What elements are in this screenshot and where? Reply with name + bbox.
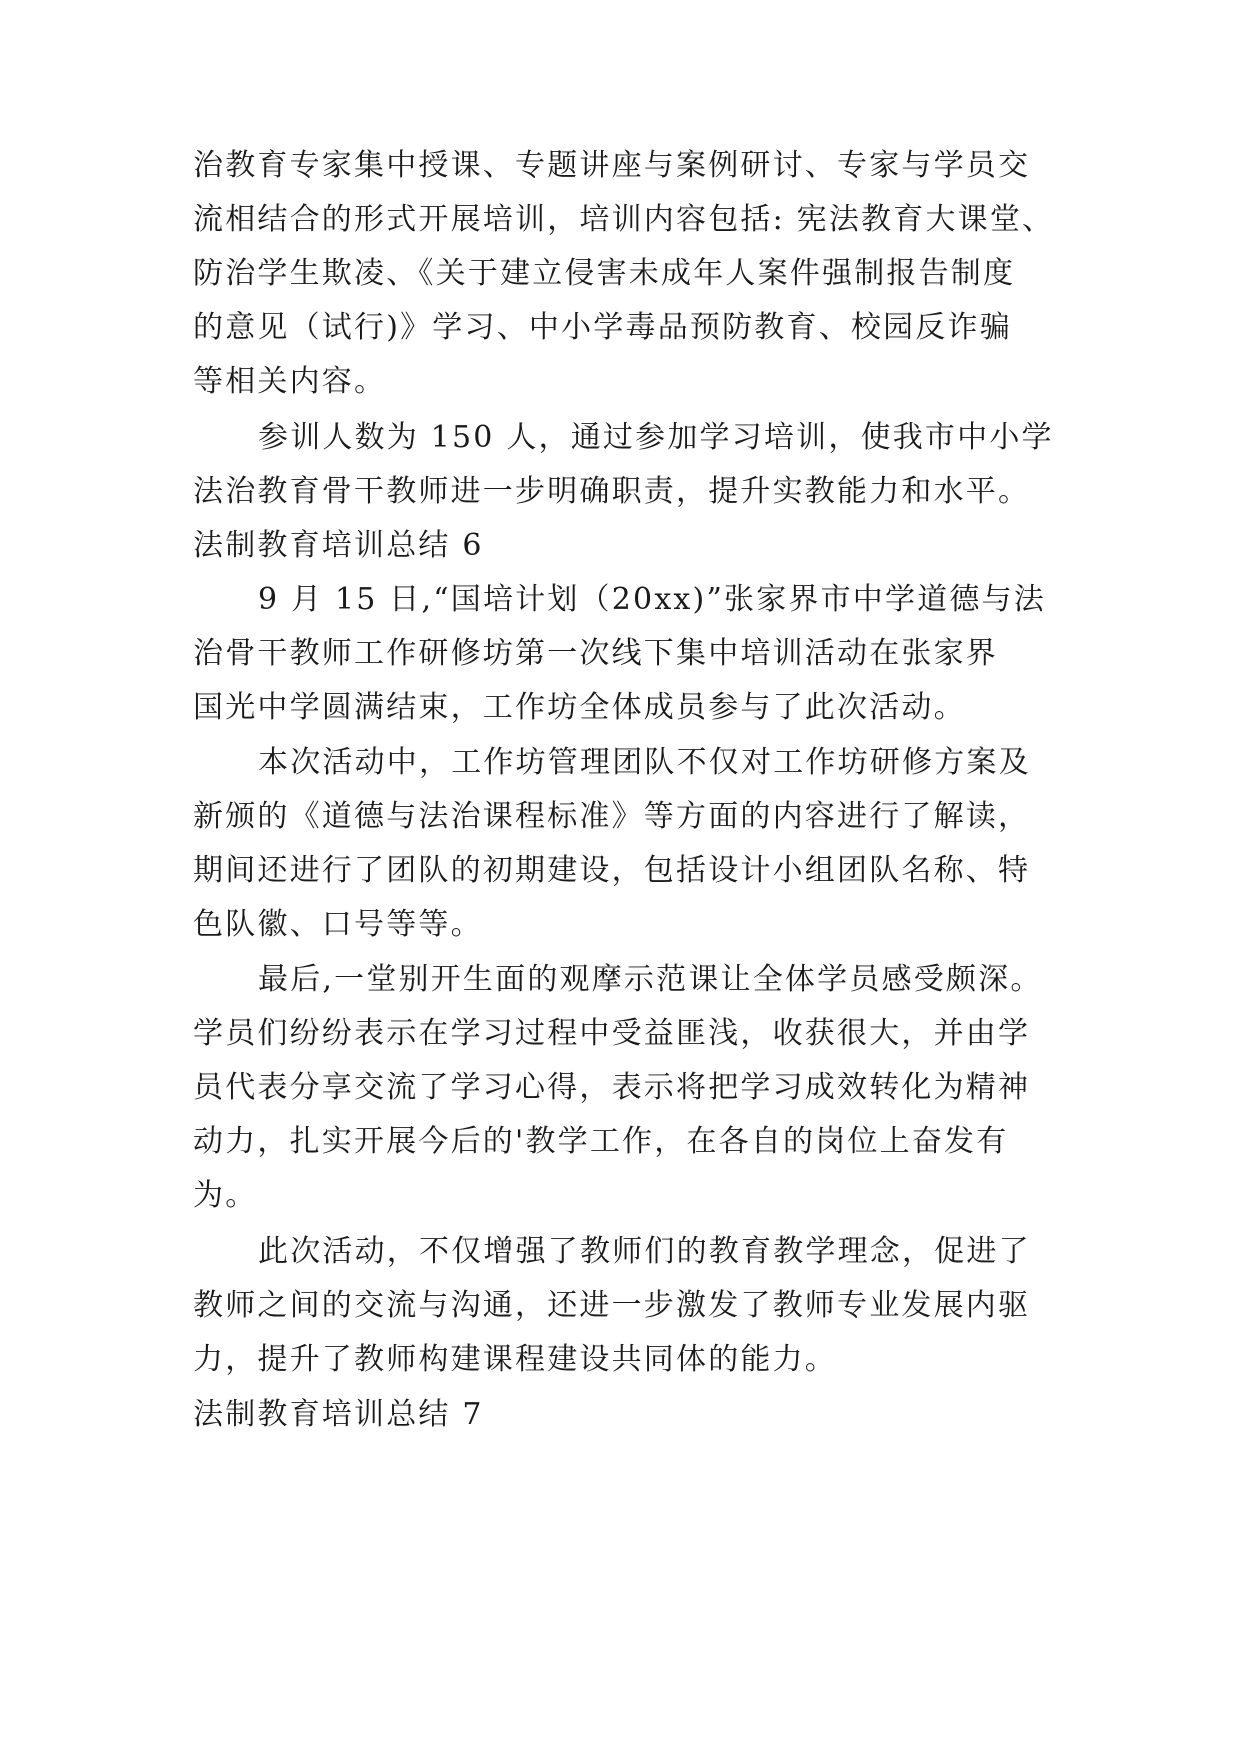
text-line: 新颁的《道德与法治课程标准》等方面的内容进行了解读， [193, 799, 1031, 834]
text-line: 学员们纷纷表示在学习过程中受益匪浅，收获很大，并由学 [193, 1016, 1031, 1051]
section-heading: 法制教育培训总结 7 [193, 1397, 484, 1432]
text-line: 期间还进行了团队的初期建设，包括设计小组团队名称、特 [193, 853, 1031, 888]
text-line: 治骨干教师工作研修坊第一次线下集中培训活动在张家界 [193, 636, 998, 671]
text-line: 员代表分享交流了学习心得，表示将把学习成效转化为精神 [193, 1070, 1031, 1105]
paragraph-first-line: 此次活动，不仅增强了教师们的教育教学理念，促进了 [258, 1234, 1031, 1269]
text-line: 防治学生欺凌、《关于建立侵害未成年人案件强制报告制度 [193, 256, 1016, 291]
paragraph-first-line: 本次活动中，工作坊管理团队不仅对工作坊研修方案及 [258, 745, 1031, 780]
text-line: 治教育专家集中授课、专题讲座与案例研讨、专家与学员交 [193, 148, 1031, 183]
text-line: 为。 [193, 1178, 258, 1213]
paragraph-first-line: 最后,一堂别开生面的观摩示范课让全体学员感受颇深。 [258, 962, 1043, 997]
section-heading: 法制教育培训总结 6 [193, 528, 484, 563]
text-line: 等相关内容。 [193, 364, 387, 399]
text-line: 教师之间的交流与沟通，还进一步激发了教师专业发展内驱 [193, 1288, 1031, 1323]
text-line: 色队徽、口号等等。 [193, 907, 483, 942]
text-line: 动力，扎实开展今后的'教学工作，在各自的岗位上奋发有 [193, 1124, 1009, 1159]
text-line: 法治教育骨干教师进一步明确职责，提升实教能力和水平。 [193, 474, 1031, 509]
paragraph-first-line: 9 月 15 日,“国培计划（20xx)”张家界市中学道德与法 [258, 582, 1046, 617]
paragraph-first-line: 参训人数为 150 人，通过参加学习培训，使我市中小学 [258, 420, 1054, 455]
text-line: 力，提升了教师构建课程建设共同体的能力。 [193, 1342, 837, 1377]
text-line: 国光中学圆满结束，工作坊全体成员参与了此次活动。 [193, 690, 966, 725]
text-line: 流相结合的形式开展培训，培训内容包括: 宪法教育大课堂、 [193, 202, 1055, 237]
text-line: 的意见（试行)》学习、中小学毒品预防教育、校园反诈骗 [193, 310, 1012, 345]
